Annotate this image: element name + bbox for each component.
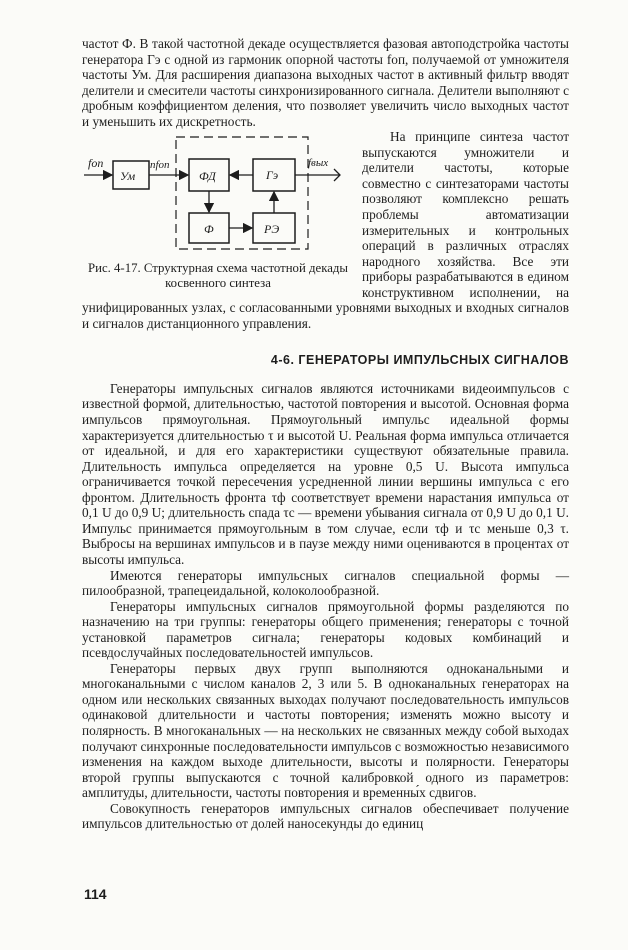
para-4: Генераторы первых двух групп выполняются одноканальными и многоканальными с числом каналов 2, 3 или 5. В одноканальных генераторах на одном или нескольких связанных выходах получают последовательность импульсов одинаковой длительности и частоты повторения; изменять можно высоту и полярность. В многоканальных — на нескольких не связанных между собой выходах получают синхронные последовательности импульсов с возможностью независимого изменения на каждом выходе длительности, высоты и полярности. Генераторы второй группы выпускаются с точной калибровкой одного из параметров: амплитуды, длительности, частоты повторения и временны́х сдвигов. [82, 660, 569, 801]
para-1: Генераторы импульсных сигналов являются источниками видеоимпульсов с известной формой, длительностью, частотой повторения и высотой. Основная форма импульсов прямоугольная. Прямоугольный импульс идеальной формы характеризуется длительностью τ и высотой U. Реальная форма импульса отличается от идеальной, и для его характеристики существуют обязательные правила. Длительность импульса определяется на уровне 0,5 U. Высота импульса ограничивается точкой пересечения усредненной линии вершины импульса с его фронтом. Длительность фронта τф соответствует времени нарастания импульса от 0,1 U до 0,9 U; длительность спада τс — времени убывания сигнала от 0,9 U до 0,1 U. Импульс принимается прямоугольным в том случае, если τф и τс меньше 0,3 τ. Выбросы на вершинах импульсов и в паузе между ними оцениваются в процентах от высоты импульса. [82, 380, 569, 567]
label-f-in: fоп [88, 156, 104, 171]
para-synth: На принципе синтеза частот выпускаются умножители и делители частоты, которые совместно с синтезаторами частоты позволяют комплексно решать проблемы автоматизации измерительных и контрольных операций в различных отраслях народного хозяйства. Все эти приборы разрабатываются в едином конструктивном исполнении, на унифицированных узлах, с согласованными уровнями выходных и входных сигналов и сигналов дистанционного управления. [82, 129, 569, 331]
section-heading: 4-6. ГЕНЕРАТОРЫ ИМПУЛЬСНЫХ СИГНАЛОВ [270, 353, 569, 368]
label-generator: Гэ [266, 168, 279, 183]
figure-caption: Рис. 4-17. Структурная схема частотной декады косвенного синтеза [87, 261, 349, 291]
label-phase-detector: ФД [199, 169, 216, 184]
para-5: Совокупность генераторов импульсных сигналов обеспечивает получение импульсов длительностью от долей наносекунды до единиц [82, 800, 569, 832]
label-f-out: fвых [308, 157, 329, 170]
label-filter: Ф [204, 222, 214, 237]
block-diagram [82, 133, 354, 263]
figure-4-17 [82, 133, 354, 291]
page-number: 114 [84, 886, 107, 902]
label-regulator: РЭ [264, 222, 280, 237]
dashed-frame [176, 137, 308, 249]
label-multiplier: Ум [120, 169, 136, 184]
page-body [82, 36, 569, 832]
label-nfop: nfоп [150, 159, 170, 172]
para-intro: частот Ф. В такой частотной декаде осуществляется фазовая автоподстройка частоты генератора Гэ с одной из гармоник опорной частоты fоп, получаемой от умножителя частоты Ум. Для расширения диапазона выходных частот в активный фильтр вводят делители и смесители частоты синхронизированного сигнала. Делители выполняют с дробным коэффициентом деления, что позволяет увеличить число выходных частот и уменьшить их дискретность. [82, 36, 569, 129]
para-2: Имеются генераторы импульсных сигналов специальной формы — пилообразной, трапецеидальной, колоколообразной. [82, 567, 569, 599]
para-3: Генераторы импульсных сигналов прямоугольной формы разделяются по назначению на три группы: генераторы общего применения; генераторы с точной установкой параметров сигнала; генераторы кодовых комбинаций и псевдослучайных последовательностей импульсов. [82, 598, 569, 661]
